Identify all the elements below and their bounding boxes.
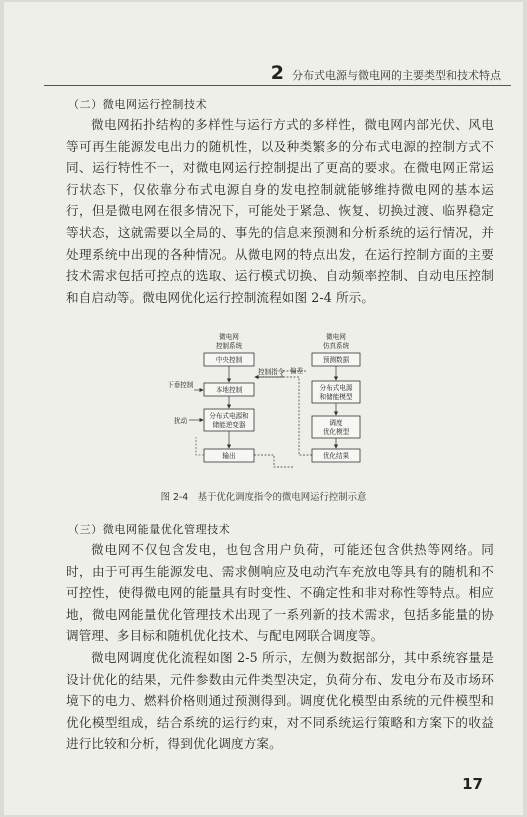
section-heading-operation-control: （二）微电网运行控制技术 [68,98,208,111]
box-local-control-label: 本地控制 [215,386,243,394]
label-deviation: 偏差 [290,367,304,375]
left-title-line1: 微电网 [219,333,239,341]
box-opt-line2: 优化模型 [322,428,350,436]
box-der-line2: 储能逆变器 [212,421,246,429]
chapter-title: 分布式电源与微电网的主要类型和技术特点 [292,69,501,82]
box-central-control-label: 中央控制 [215,356,243,364]
left-title-line2: 控制系统 [215,342,243,350]
book-page [4,2,523,815]
paragraph-energy-management-1: 微电网不仅包含发电，也包含用户负荷，可能还包含供热等网络。同时，由于可再生能源发电、需求侧响应及电动汽车充放电等具有的随机和不可控性，使得微电网的能量具有时变性、不确定性和非对称性等特点。相应地，微电网能量优化管理技术出现了一系列新的技术需求，包括多能量的协调管理、多目标和随机优化技术、与配电网联合调度等。 [66,542,494,644]
label-disturbance: 扰动 [174,417,188,425]
paragraph-operation-control: 微电网拓扑结构的多样性与运行方式的多样性，微电网内部光伏、风电等可再生能源发电出力的随机性，以及种类繁多的分布式电源的控制方式不同、运行特性不一，对微电网运行控制提出了更高的要求。在微电网正常运行状态下，仅依靠分布式电源自身的发电控制就能够维持微电网的基本运行，但是微电网在很多情况下，可能处于紧急、恢复、切换过渡、临界稳定等状态，这就需要以全局的、事先的信息来预测和分析系统的运行情况，并处理系统中出现的各种情况。从微电网的特点出发，在运行控制方面的主要技术需求包括可控点的选取、运行模式切换、自动频率控制、自动电压控制和自启动等。微电网优化运行控制流程如图 2-4 所示。 [66,117,494,305]
box-model-line2: 和储能模型 [319,393,353,401]
control-flow-diagram [134,327,434,477]
box-forecast-label: 预测数据 [322,356,350,364]
box-model-line1: 分布式电源 [319,384,353,392]
label-droop-control: 下垂控制 [167,381,194,389]
figure-2-4 [134,327,434,477]
section-heading-energy-management: （三）微电网能量优化管理技术 [68,523,231,536]
chapter-number: 2 [270,62,284,84]
box-output-label: 输出 [222,452,236,460]
page-number: 17 [462,775,483,793]
box-opt-line1: 调度 [329,419,343,427]
right-title-line1: 微电网 [326,333,346,341]
figure-caption: 图 2-4 基于优化调度指令的微电网运行控制示意 [160,492,367,503]
right-title-line2: 仿真系统 [322,342,350,350]
header-rule [44,85,511,86]
running-head [271,62,501,84]
box-opt-result-label: 优化结果 [322,452,350,460]
label-control-command: 控制指令 [258,368,285,376]
paragraph-energy-management-2: 微电网调度优化流程如图 2-5 所示，左侧为数据部分，其中系统容量是设计优化的结果，元件参数由元件类型决定，负荷分布、发电分布及市场环境下的电力、燃料价格则通过预测得到。调度优化模型由系统的元件模型和优化模型组成，结合系统的运行约束，对不同系统运行策略和方案下的收益进行比较和分析，得到优化调度方案。 [66,650,494,752]
box-der-line1: 分布式电源和 [209,412,249,420]
